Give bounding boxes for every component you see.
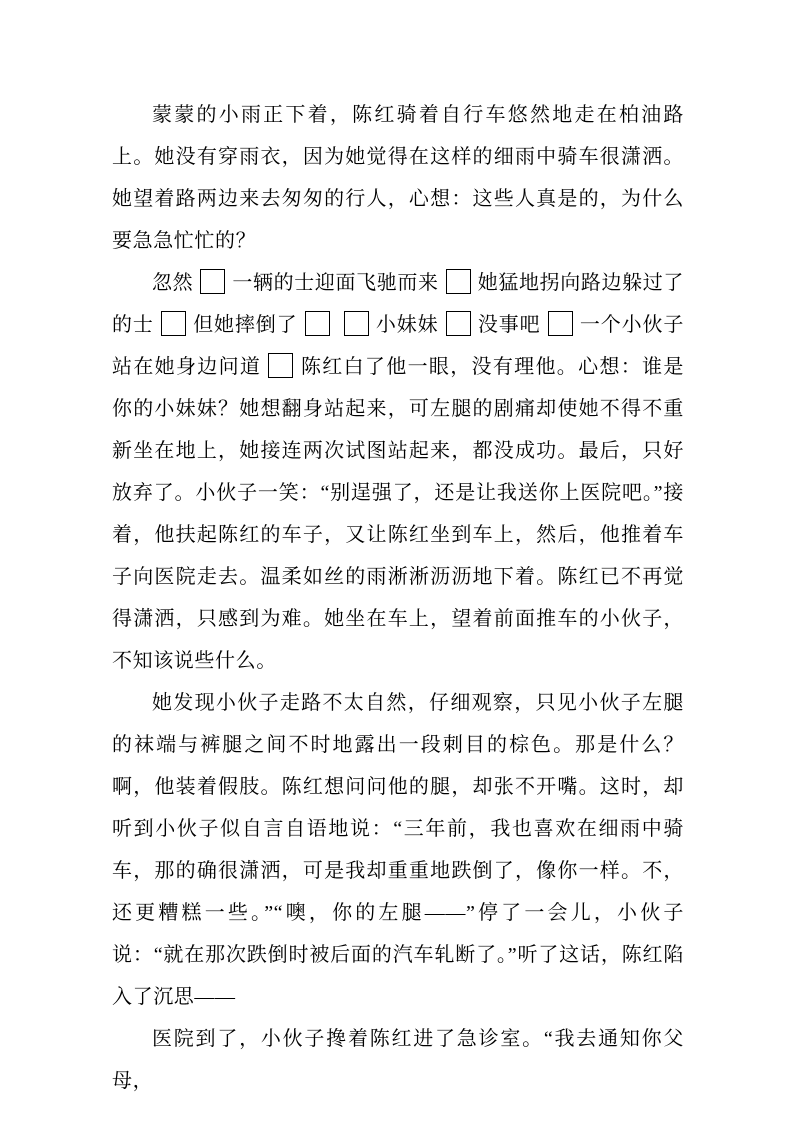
text-run: 忽然 bbox=[152, 272, 194, 294]
punctuation-blank-box bbox=[548, 311, 573, 336]
text-run: 没事吧 bbox=[477, 314, 541, 336]
punctuation-blank-box bbox=[200, 269, 225, 294]
paragraph bbox=[112, 1018, 684, 1102]
paragraph bbox=[112, 94, 684, 262]
punctuation-blank-box bbox=[305, 311, 330, 336]
text-run: 她发现小伙子走路不太自然，仔细观察，只见小伙子左腿的袜端与裤腿之间不时地露出一段刺目的棕色。那是什么？啊，他装着假肢。陈红想问问他的腿，却张不开嘴。这时，却听到小伙子似自言自语地说：“三年前，我也喜欢在细雨中骑车，那的确很潇洒，可是我却重重地跌倒了，像你一样。不，还更糟糕一些。”“噢，你的左腿——”停了一会儿，小伙子说：“就在那次跌倒时被后面的汽车轧断了。”听了这话，陈红陷入了沉思—— bbox=[112, 692, 684, 1008]
text-run: 一辆的士迎面飞驰而来 bbox=[232, 272, 439, 294]
text-run: 陈红白了他一眼，没有理他。心想：谁是你的小妹妹？她想翻身站起来，可左腿的剧痛却使她不得不重新坐在地上，她接连两次试图站起来，都没成功。最后，只好放弃了。小伙子一笑：“别逞强了，还是让我送你上医院吧。”接着，他扶起陈红的车子，又让陈红坐到车上，然后，他推着车子向医院走去。温柔如丝的雨淅淅沥沥地下着。陈红已不再觉得潇洒，只感到为难。她坐在车上，望着前面推车的小伙子，不知该说些什么。 bbox=[112, 356, 684, 672]
punctuation-blank-box bbox=[344, 311, 369, 336]
text-run: 小妹妹 bbox=[375, 314, 439, 336]
text-run: 但她摔倒了 bbox=[192, 314, 298, 336]
paragraph bbox=[112, 682, 684, 1018]
text-run: 蒙蒙的小雨正下着，陈红骑着自行车悠然地走在柏油路上。她没有穿雨衣，因为她觉得在这样的细雨中骑车很潇洒。她望着路两边来去匆匆的行人，心想：这些人真是的，为什么要急急忙忙的？ bbox=[112, 104, 684, 252]
text-run: 她猛地拐向路边躲过了的士 bbox=[112, 272, 685, 336]
punctuation-blank-box bbox=[446, 311, 471, 336]
passage-content bbox=[112, 94, 684, 1102]
punctuation-blank-box bbox=[446, 269, 471, 294]
paragraph bbox=[112, 262, 684, 682]
punctuation-blank-box bbox=[161, 311, 186, 336]
text-run: 医院到了，小伙子搀着陈红进了急诊室。“我去通知你父母， bbox=[112, 1028, 684, 1092]
punctuation-blank-box bbox=[268, 353, 293, 378]
text-run: 一个小伙子站在她身边问道 bbox=[112, 314, 685, 378]
